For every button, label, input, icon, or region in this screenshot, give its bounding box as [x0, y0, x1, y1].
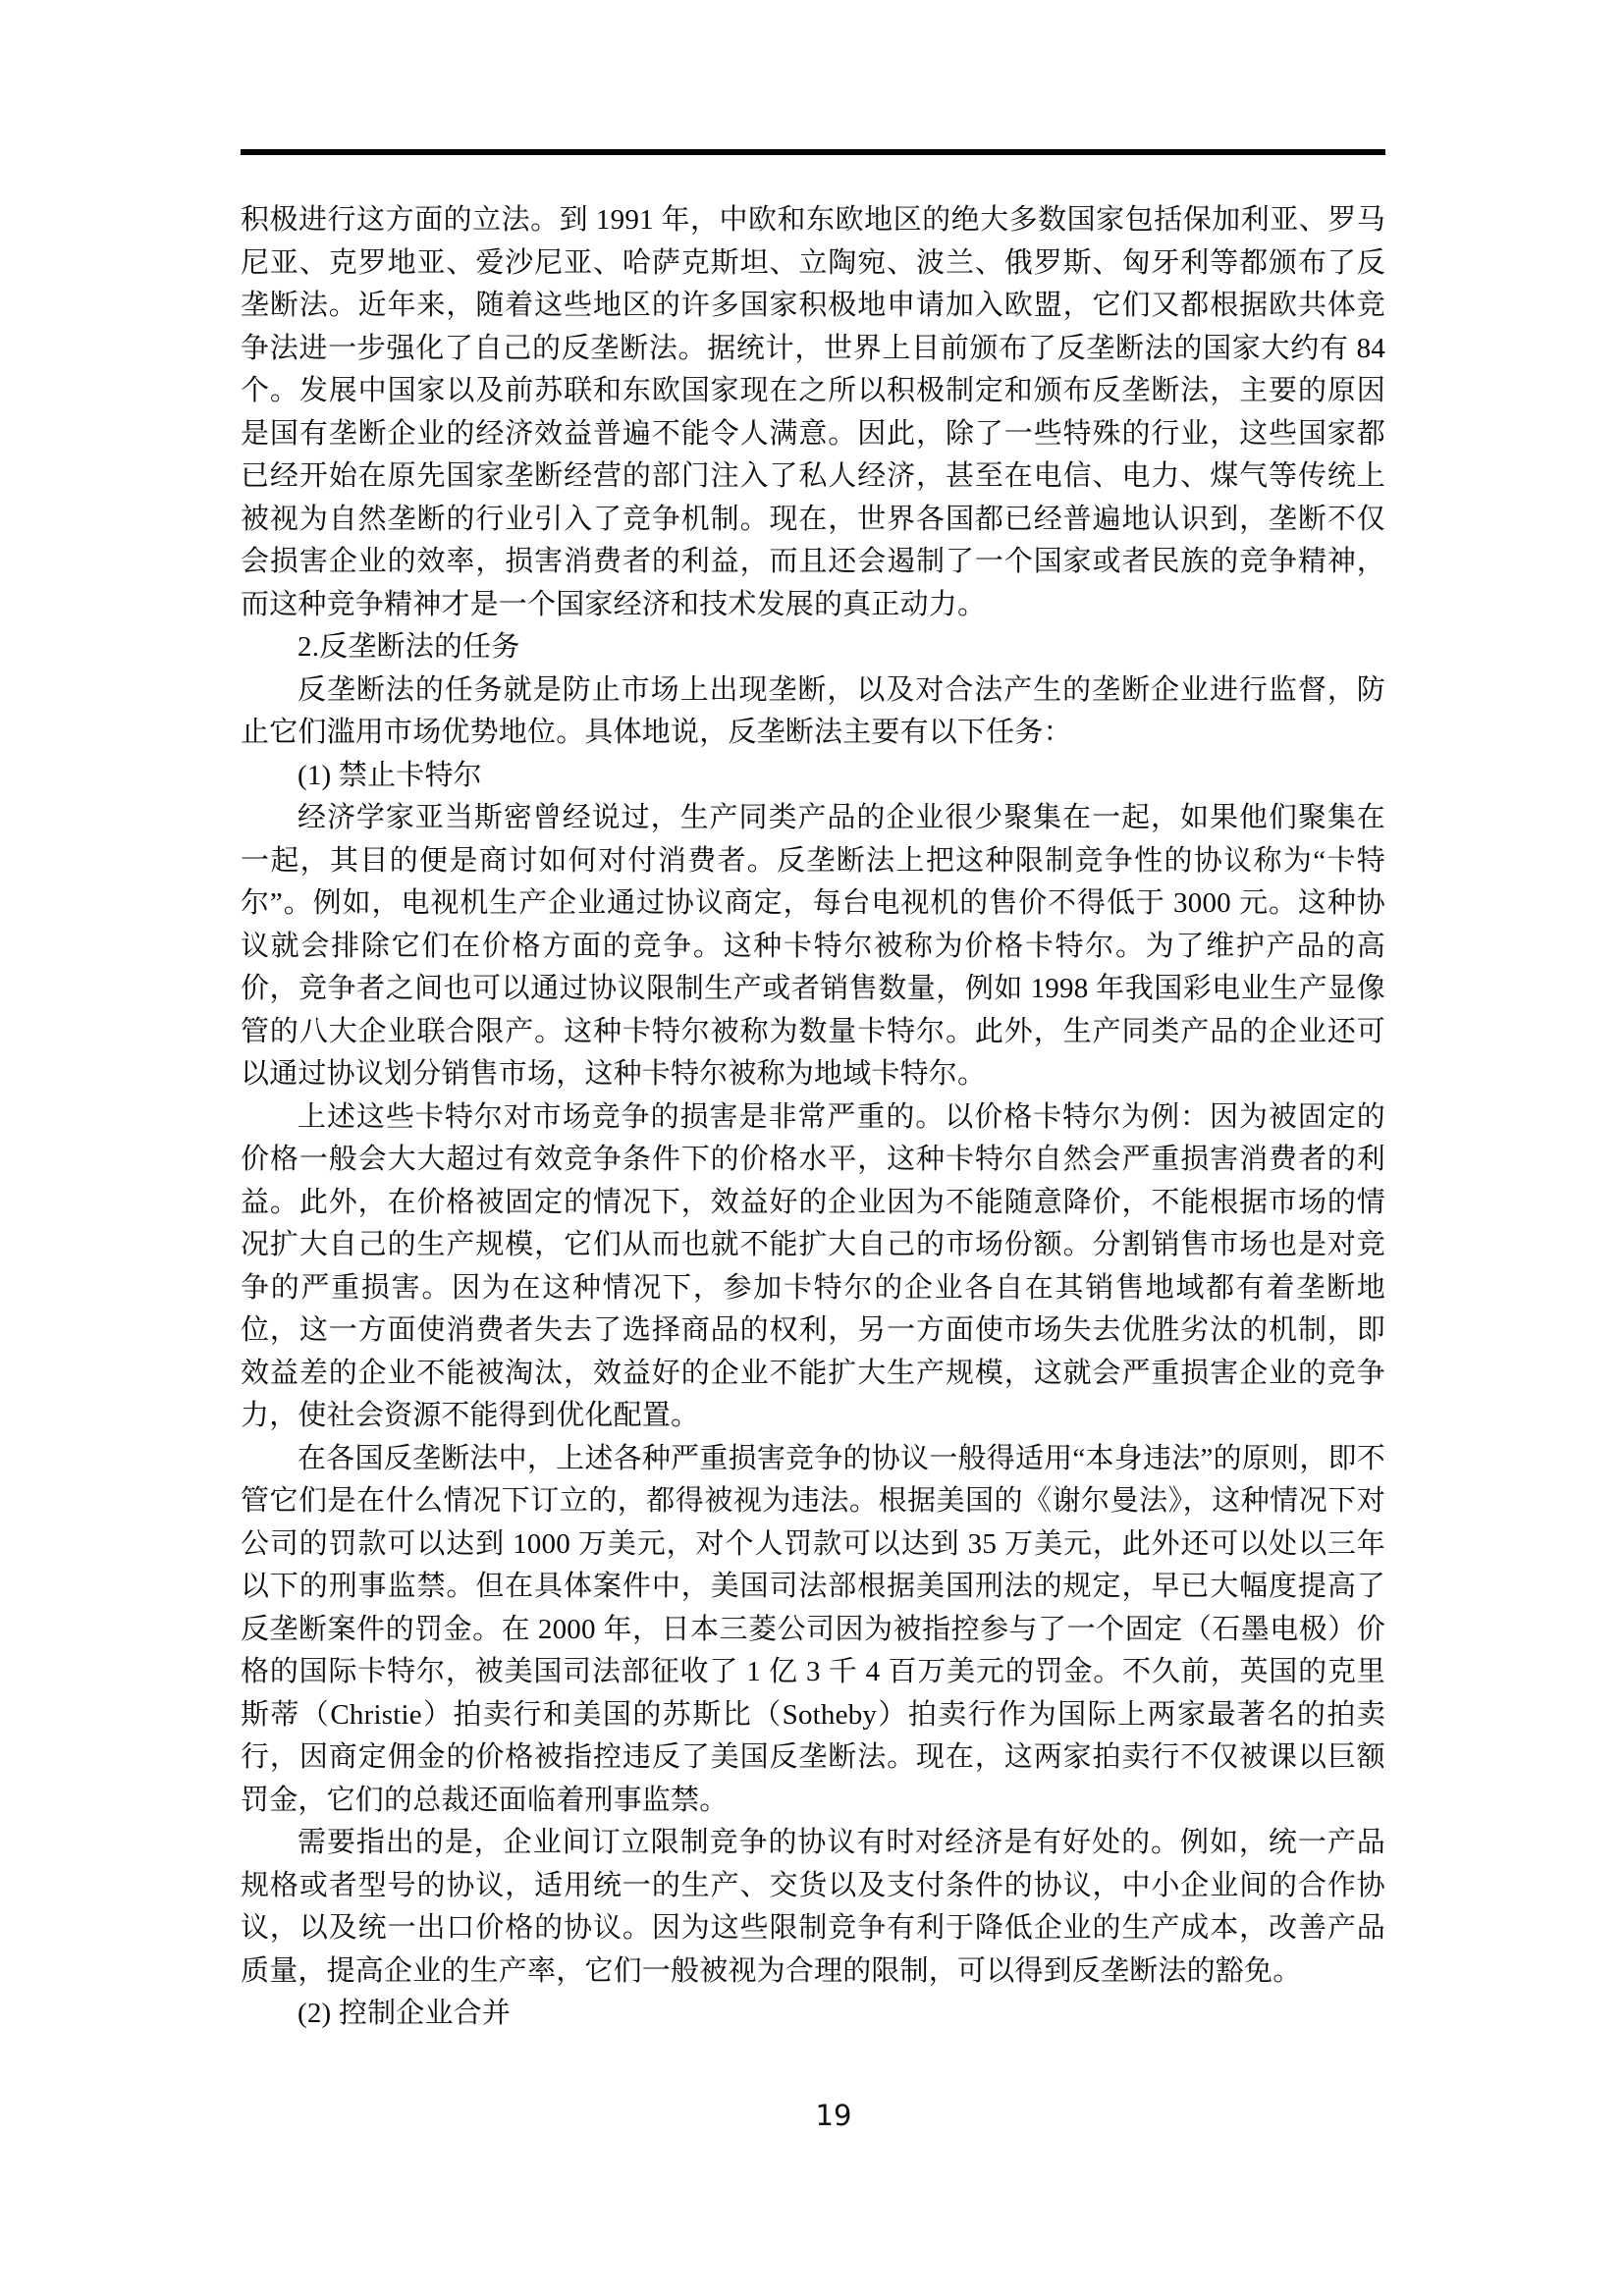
paragraph: 上述这些卡特尔对市场竞争的损害是非常严重的。以价格卡特尔为例：因为被固定的价格一般会大大超过有效竞争条件下的价格水平，这种卡特尔自然会严重损害消费者的利益。此外，在价格被固定的情况下，效益好的企业因为不能随意降价，不能根据市场的情况扩大自己的生产规模，它们从而也就不能扩大自己的市场份额。分割销售市场也是对竞争的严重损害。因为在这种情况下，参加卡特尔的企业各自在其销售地域都有着垄断地位，这一方面使消费者失去了选择商品的权利，另一方面使市场失去优胜劣汰的机制，即效益差的企业不能被淘汰，效益好的企业不能扩大生产规模，这就会严重损害企业的竞争力，使社会资源不能得到优化配置。	[241, 1100, 1385, 1431]
document-body	[241, 199, 1385, 2036]
paragraph: (1) 禁止卡特尔	[298, 759, 482, 791]
page-number: 19	[815, 2099, 852, 2132]
paragraph: 2.反垄断法的任务	[298, 631, 520, 663]
paragraph: 反垄断法的任务就是防止市场上出现垄断，以及对合法产生的垄断企业进行监督，防止它们滥用市场优势地位。具体地说，反垄断法主要有以下任务：	[241, 673, 1385, 748]
paragraph: 经济学家亚当斯密曾经说过，生产同类产品的企业很少聚集在一起，如果他们聚集在一起，其目的便是商讨如何对付消费者。反垄断法上把这种限制竞争性的协议称为“卡特尔”。例如，电视机生产企业通过协议商定，每台电视机的售价不得低于 3000 元。这种协议就会排除它们在价格方面的竞争。这种卡特尔被称为价格卡特尔。为了维护产品的高价，竞争者之间也可以通过协议限制生产或者销售数量，例如 1998 年我国彩电业生产显像管的八大企业联合限产。这种卡特尔被称为数量卡特尔。此外，生产同类产品的企业还可以通过协议划分销售市场，这种卡特尔被称为地域卡特尔。	[241, 802, 1385, 1090]
header-rule	[241, 149, 1385, 155]
paragraph: 在各国反垄断法中，上述各种严重损害竞争的协议一般得适用“本身违法”的原则，即不管它们是在什么情况下订立的，都得被视为违法。根据美国的《谢尔曼法》，这种情况下对公司的罚款可以达到 1000 万美元，对个人罚款可以达到 35 万美元，此外还可以处以三年以下的刑事监禁。但在具体案件中，美国司法部根据美国刑法的规定，早已大幅度提高了反垄断案件的罚金。在 2000 年，日本三菱公司因为被指控参与了一个固定（石墨电极）价格的国际卡特尔，被美国司法部征收了 1 亿 3 千 4 百万美元的罚金。不久前，英国的克里斯蒂（Christie）拍卖行和美国的苏斯比（Sotheby）拍卖行作为国际上两家最著名的拍卖行，因商定佣金的价格被指控违反了美国反垄断法。现在，这两家拍卖行不仅被课以巨额罚金，它们的总裁还面临着刑事监禁。	[241, 1442, 1385, 1816]
page-footer	[43, 2099, 1624, 2132]
paragraph: 积极进行这方面的立法。到 1991 年，中欧和东欧地区的绝大多数国家包括保加利亚、罗马尼亚、克罗地亚、爱沙尼亚、哈萨克斯坦、立陶宛、波兰、俄罗斯、匈牙利等都颁布了反垄断法。近年来，随着这些地区的许多国家积极地申请加入欧盟，它们又都根据欧共体竞争法进一步强化了自己的反垄断法。据统计，世界上目前颁布了反垄断法的国家大约有 84 个。发展中国家以及前苏联和东欧国家现在之所以积极制定和颁布反垄断法，主要的原因是国有垄断企业的经济效益普遍不能令人满意。因此，除了一些特殊的行业，这些国家都已经开始在原先国家垄断经营的部门注入了私人经济，甚至在电信、电力、煤气等传统上被视为自然垄断的行业引入了竞争机制。现在，世界各国都已经普遍地认识到，垄断不仅会损害企业的效率，损害消费者的利益，而且还会遏制了一个国家或者民族的竞争精神，而这种竞争精神才是一个国家经济和技术发展的真正动力。	[241, 204, 1385, 620]
paragraph: 需要指出的是，企业间订立限制竞争的协议有时对经济是有好处的。例如，统一产品规格或者型号的协议，适用统一的生产、交货以及支付条件的协议，中小企业间的合作协议，以及统一出口价格的协议。因为这些限制竞争有利于降低企业的生产成本，改善产品质量，提高企业的生产率，它们一般被视为合理的限制，可以得到反垄断法的豁免。	[241, 1827, 1385, 1987]
paragraph: (2) 控制企业合并	[298, 1998, 512, 2029]
